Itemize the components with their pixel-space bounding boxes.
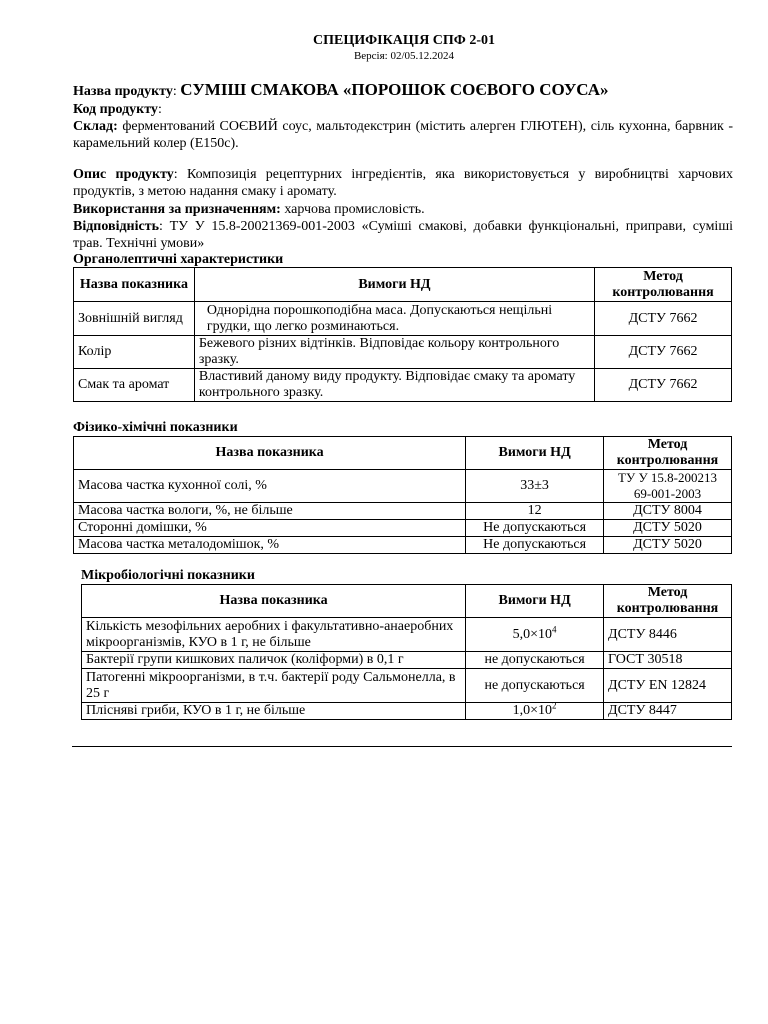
compliance-label: Відповідність — [73, 219, 160, 234]
compliance-value: ТУ У 15.8-20021369-001-2003 «Суміші смакові, добавки функціональні, приправи, суміші трав. Технічні умови» — [73, 219, 733, 251]
table-row — [74, 537, 732, 554]
table-header-row — [74, 268, 732, 302]
table-header-row — [82, 585, 732, 618]
description-value: Композиція рецептурних інгредієнтів, яка використовується у виробництві харчових продуктів, з метою надання смаку і аромату. — [73, 167, 734, 199]
table-cell: ДСТУ 5020 — [604, 537, 732, 554]
physchem-table — [73, 436, 732, 554]
micro-heading — [81, 567, 741, 584]
table-cell: ДСТУ 8447 — [604, 703, 732, 720]
table-cell: Сторонні домішки, % — [74, 520, 466, 537]
table-cell: Бактерії групи кишкових паличок (коліформи) в 0,1 г — [82, 652, 466, 669]
compliance-line: Відповідність: ТУ У 15.8-20021369-001-2003 «Суміші смакові, добавки функціональні, приправи, суміші трав. Технічні умови» — [73, 219, 733, 251]
table-cell: Кількість мезофільних аеробних і факультативно-анаеробних мікроорганізмів, КУО в 1 г, не більше — [82, 618, 466, 652]
table-cell: Бежевого різних відтінків. Відповідає кольору контрольного зразку. — [194, 336, 594, 369]
table-cell: ДСТУ EN 12824 — [604, 669, 732, 703]
table-row — [82, 669, 732, 703]
table-header-row — [74, 437, 732, 470]
table-row — [74, 369, 732, 402]
composition-value: ферментований СОЄВИЙ соус, мальтодекстрин (містить алерген ГЛЮТЕН), сіль кухонна, барвник - карамельний колер (Е150с). — [73, 119, 733, 151]
micro-table — [81, 584, 732, 720]
organoleptic-heading-text: Органолептичні характеристики — [73, 252, 284, 267]
product-name-value: СУМІШ СМАКОВА «ПОРОШОК СОЄВОГО СОУСА» — [180, 80, 609, 99]
product-code-label: Код продукту — [73, 102, 158, 117]
micro-heading-text: Мікробіологічні показники — [81, 568, 255, 583]
table-cell: Не допускаються — [466, 520, 604, 537]
column-header: Метод контролювання — [595, 268, 732, 302]
value-exponent: 4 — [552, 623, 557, 634]
column-header: Назва показника — [74, 437, 466, 470]
table-cell: ДСТУ 7662 — [595, 336, 732, 369]
table-cell: ДСТУ 5020 — [604, 520, 732, 537]
table-cell: Патогенні мікроорганізми, в т.ч. бактерії роду Сальмонелла, в 25 г — [82, 669, 466, 703]
table-cell: Зовнішній вигляд — [74, 302, 195, 336]
table-cell: Властивий даному виду продукту. Відповідає смаку та аромату контрольного зразку. — [194, 369, 594, 402]
table-row — [74, 336, 732, 369]
physchem-heading-text: Фізико-хімічні показники — [73, 420, 238, 435]
usage-line — [73, 201, 733, 218]
composition-label: Склад: — [73, 119, 118, 134]
table-cell: ТУ У 15.8-200213 69-001-2003 — [604, 470, 732, 503]
table-cell: Масова частка металодомішок, % — [74, 537, 466, 554]
usage-label: Використання за призначенням: — [73, 202, 281, 217]
table-cell: 12 — [466, 503, 604, 520]
table-row — [74, 520, 732, 537]
table-cell: Смак та аромат — [74, 369, 195, 402]
table-cell: 33±3 — [466, 470, 604, 503]
column-header: Вимоги НД — [466, 585, 604, 618]
column-header: Метод контролювання — [604, 585, 732, 618]
table-cell: ДСТУ 8446 — [604, 618, 732, 652]
table-row — [82, 703, 732, 720]
value-base: 5,0×10 — [512, 626, 553, 642]
organoleptic-table — [73, 267, 732, 402]
description-label: Опис продукту — [73, 167, 174, 182]
table-cell — [466, 700, 604, 720]
table-cell: ГОСТ 30518 — [604, 652, 732, 669]
table-row — [74, 302, 732, 336]
table-cell: не допускаються — [466, 652, 604, 669]
document-version: Версія: 02/05.12.2024 — [353, 50, 455, 62]
table-cell: Масова частка кухонної солі, % — [74, 470, 466, 503]
table-cell: ДСТУ 7662 — [595, 302, 732, 336]
table-cell: ДСТУ 7662 — [595, 369, 732, 402]
description-line: Опис продукту: Композиція рецептурних інгредієнтів, яка використовується у виробництві харчових продуктів, з метою надання смаку і аромату. — [73, 167, 734, 199]
physchem-heading — [73, 419, 733, 436]
column-header: Вимоги НД — [194, 268, 594, 302]
table-row — [82, 618, 732, 652]
table-cell: не допускаються — [466, 669, 604, 703]
column-header: Вимоги НД — [466, 437, 604, 470]
column-header: Назва показника — [82, 585, 466, 618]
table-cell: ДСТУ 8004 — [604, 503, 732, 520]
table-cell — [466, 618, 604, 652]
value-base: 1,0×10 — [512, 703, 553, 718]
product-code-line: Код продукту: — [73, 102, 162, 117]
table-row — [82, 652, 732, 669]
product-name-label: Назва продукту — [73, 84, 173, 99]
column-header: Назва показника — [74, 268, 195, 302]
usage-value: харчова промисловість. — [284, 202, 425, 217]
bottom-divider — [72, 746, 732, 747]
document-title: СПЕЦИФІКАЦІЯ СПФ 2-01 — [313, 33, 495, 48]
table-cell: Плісняві гриби, КУО в 1 г, не більше — [82, 703, 466, 720]
table-cell: Колір — [74, 336, 195, 369]
table-row — [74, 503, 732, 520]
table-row — [74, 470, 732, 503]
composition-line — [73, 118, 733, 152]
column-header: Метод контролювання — [604, 437, 732, 470]
value-exponent: 2 — [552, 700, 557, 711]
table-cell: Не допускаються — [466, 537, 604, 554]
table-cell: Однорідна порошкоподібна маса. Допускаються нещільні грудки, що легко розминаються. — [194, 302, 594, 336]
table-cell: Масова частка вологи, %, не більше — [74, 503, 466, 520]
organoleptic-heading — [73, 251, 733, 268]
product-name-line: Назва продукту: СУМІШ СМАКОВА «ПОРОШОК СОЄВОГО СОУСА» — [73, 80, 609, 99]
